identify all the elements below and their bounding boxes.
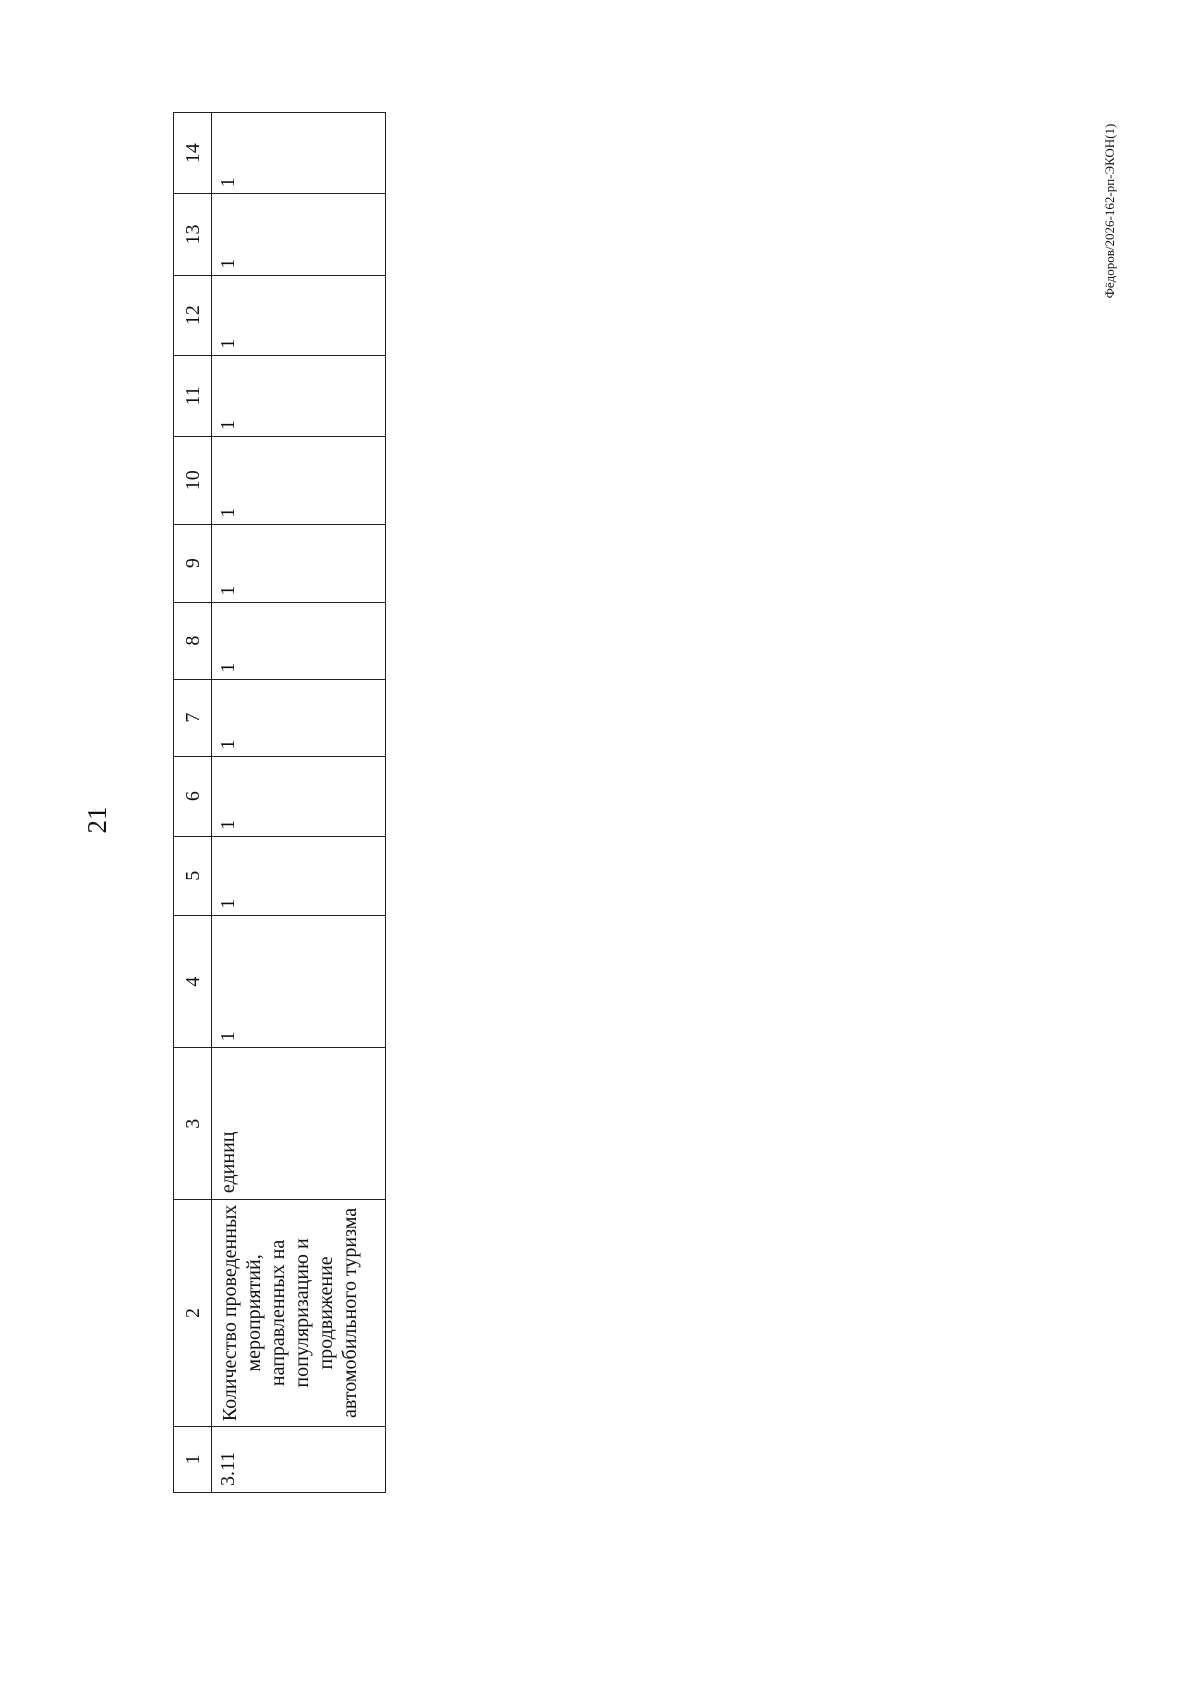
header-cell: 4 bbox=[174, 915, 212, 1048]
header-cell: 10 bbox=[174, 436, 212, 524]
header-cell: 14 bbox=[174, 113, 212, 194]
value-cell: 1 bbox=[212, 836, 386, 915]
table-header-row bbox=[174, 113, 212, 1493]
row-number-cell: 3.11 bbox=[212, 1426, 386, 1492]
indicator-table-rotated bbox=[173, 112, 386, 1493]
value-cell: 1 bbox=[212, 275, 386, 355]
indicator-name-cell: Количество проведенных мероприятий, направленных на популяризацию и продвижение автомобильного туризма bbox=[212, 1200, 386, 1427]
header-cell: 7 bbox=[174, 679, 212, 756]
value-cell: 1 bbox=[212, 915, 386, 1048]
value-cell: 1 bbox=[212, 756, 386, 836]
value-cell: 1 bbox=[212, 436, 386, 524]
header-cell: 9 bbox=[174, 524, 212, 602]
value-cell: 1 bbox=[212, 355, 386, 436]
table-row bbox=[212, 113, 386, 1493]
value-cell: 1 bbox=[212, 602, 386, 679]
header-cell: 3 bbox=[174, 1048, 212, 1200]
indicator-table-container bbox=[173, 112, 386, 1493]
document-code: Фёдоров/2026-162-рп-ЭКОН(1) bbox=[1102, 123, 1117, 299]
header-cell: 1 bbox=[174, 1426, 212, 1492]
value-cell: 1 bbox=[212, 524, 386, 602]
value-cell: 1 bbox=[212, 679, 386, 756]
unit-cell: единиц bbox=[212, 1048, 386, 1200]
indicator-table bbox=[173, 112, 386, 1493]
header-cell: 12 bbox=[174, 275, 212, 355]
header-cell: 5 bbox=[174, 836, 212, 915]
header-cell: 11 bbox=[174, 355, 212, 436]
page-number: 21 bbox=[82, 806, 112, 834]
header-cell: 2 bbox=[174, 1200, 212, 1427]
value-cell: 1 bbox=[212, 113, 386, 194]
value-cell: 1 bbox=[212, 194, 386, 275]
header-cell: 8 bbox=[174, 602, 212, 679]
header-cell: 13 bbox=[174, 194, 212, 275]
header-cell: 6 bbox=[174, 756, 212, 836]
